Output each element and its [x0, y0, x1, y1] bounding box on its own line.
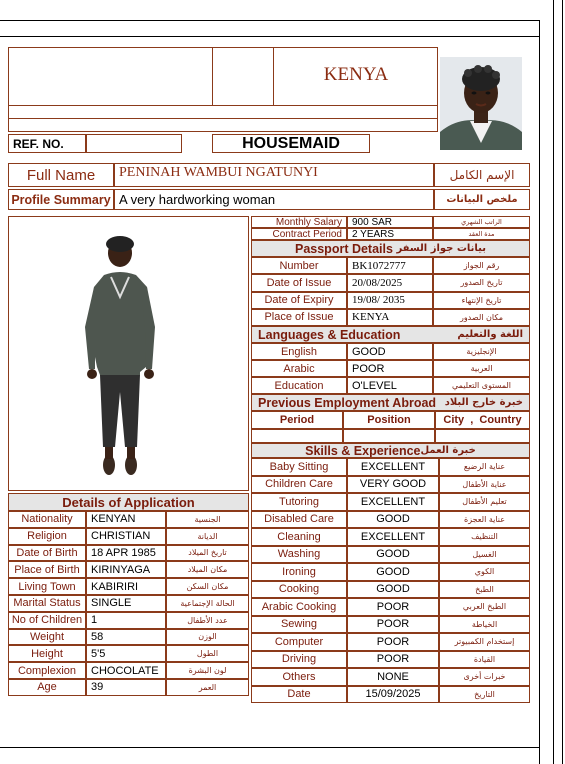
- skill-label: Baby Sitting: [251, 458, 347, 476]
- application-label: Date of Birth: [8, 545, 86, 562]
- skill-label: Cooking: [251, 581, 347, 599]
- application-label: Age: [8, 679, 86, 696]
- skill-value: VERY GOOD: [347, 476, 439, 494]
- application-label: Height: [8, 645, 86, 662]
- contract-value: 900 SAR: [347, 216, 433, 228]
- application-ar: الحالة الإجتماعية: [166, 595, 249, 612]
- skill-label: Arabic Cooking: [251, 598, 347, 616]
- skill-ar: خبرات أخرى: [439, 668, 530, 686]
- passport-value: 19/08/ 2035: [347, 292, 433, 309]
- skill-value: NONE: [347, 668, 439, 686]
- employment-empty-row: [435, 429, 530, 443]
- full-name-ar: الإسم الكامل: [434, 163, 530, 187]
- language-value: GOOD: [347, 343, 433, 360]
- application-value: 1: [86, 612, 166, 629]
- application-value: CHOCOLATE: [86, 662, 166, 679]
- language-ar: الإنجليزية: [433, 343, 530, 360]
- skill-ar: إستخدام الكمبيوتر: [439, 633, 530, 651]
- full-name-value: PENINAH WAMBUI NGATUNYI: [114, 163, 434, 187]
- language-value: POOR: [347, 360, 433, 377]
- country-title: KENYA: [323, 64, 389, 85]
- skill-label: Date: [251, 686, 347, 704]
- skill-ar: القيادة: [439, 651, 530, 669]
- skill-ar: التنظيف: [439, 528, 530, 546]
- employment-col-location: City , Country: [435, 411, 530, 429]
- language-label: English: [251, 343, 347, 360]
- passport-value: 20/08/2025: [347, 274, 433, 291]
- skill-value: GOOD: [347, 546, 439, 564]
- employment-empty-row: [343, 429, 435, 443]
- skill-ar: الغسيل: [439, 546, 530, 564]
- skill-value: POOR: [347, 651, 439, 669]
- skill-ar: الكوي: [439, 563, 530, 581]
- application-label: Religion: [8, 528, 86, 545]
- skill-label: Cleaning: [251, 528, 347, 546]
- employment-col-position: Position: [343, 411, 435, 429]
- application-label: No of Children: [8, 612, 86, 629]
- skill-value: POOR: [347, 616, 439, 634]
- skill-label: Sewing: [251, 616, 347, 634]
- contract-label: Contract Period: [251, 228, 347, 240]
- application-ar: لون البشرة: [166, 662, 249, 679]
- skill-value: GOOD: [347, 563, 439, 581]
- application-value: KABIRIRI: [86, 578, 166, 595]
- full-name-label: Full Name: [8, 163, 114, 187]
- skill-ar: عناية العجزة: [439, 511, 530, 529]
- application-ar: الوزن: [166, 629, 249, 646]
- skill-value: EXCELLENT: [347, 493, 439, 511]
- passport-value: KENYA: [347, 309, 433, 326]
- employment-empty-row: [251, 429, 343, 443]
- application-value: KIRINYAGA: [86, 561, 166, 578]
- skill-label: Others: [251, 668, 347, 686]
- skill-ar: التاريخ: [439, 686, 530, 704]
- application-label: Weight: [8, 629, 86, 646]
- skill-value: EXCELLENT: [347, 458, 439, 476]
- skill-label: Disabled Care: [251, 511, 347, 529]
- skill-label: Tutoring: [251, 493, 347, 511]
- profile-summary-label: Profile Summary: [8, 189, 114, 210]
- skills-section-header: Skills & Experience خبرة العمل: [251, 443, 530, 458]
- languages-section-header: Languages & Education اللغة والتعليم: [251, 326, 530, 343]
- employment-section-header: Previous Employment Abroad خبرة خارج البلاد: [251, 394, 530, 411]
- application-ar: الجنسية: [166, 511, 249, 528]
- application-label: Place of Birth: [8, 561, 86, 578]
- contract-ar: مدة العقد: [433, 228, 530, 240]
- header-box: [8, 47, 438, 132]
- language-ar: العربية: [433, 360, 530, 377]
- skill-label: Ironing: [251, 563, 347, 581]
- application-value: 18 APR 1985: [86, 545, 166, 562]
- passport-label: Date of Expiry: [251, 292, 347, 309]
- contract-label: Monthly Salary: [251, 216, 347, 228]
- skill-value: 15/09/2025: [347, 686, 439, 704]
- application-ar: مكان الميلاد: [166, 561, 249, 578]
- skill-value: EXCELLENT: [347, 528, 439, 546]
- language-ar: المستوى التعليمي: [433, 377, 530, 394]
- skill-value: POOR: [347, 598, 439, 616]
- header-divider: [212, 47, 213, 105]
- passport-label: Number: [251, 257, 347, 274]
- application-value: CHRISTIAN: [86, 528, 166, 545]
- language-label: Education: [251, 377, 347, 394]
- employment-col-period: Period: [251, 411, 343, 429]
- application-value: 5'5: [86, 645, 166, 662]
- skill-label: Washing: [251, 546, 347, 564]
- application-ar: تاريخ الميلاد: [166, 545, 249, 562]
- skill-value: GOOD: [347, 581, 439, 599]
- application-ar: عدد الأطفال: [166, 612, 249, 629]
- ref-label: REF. NO.: [8, 134, 86, 153]
- passport-label: Date of Issue: [251, 274, 347, 291]
- header-divider: [8, 105, 438, 106]
- ref-value: [86, 134, 182, 153]
- application-label: Nationality: [8, 511, 86, 528]
- contract-value: 2 YEARS: [347, 228, 433, 240]
- skill-value: GOOD: [347, 511, 439, 529]
- application-value: KENYAN: [86, 511, 166, 528]
- passport-value: BK1072777: [347, 257, 433, 274]
- application-ar: الطول: [166, 645, 249, 662]
- profile-summary-ar: ملخص البيانات: [434, 189, 530, 210]
- header-divider: [8, 118, 438, 119]
- passport-label: Place of Issue: [251, 309, 347, 326]
- job-title: HOUSEMAID: [212, 134, 370, 153]
- skill-ar: الخياطة: [439, 616, 530, 634]
- skill-ar: عناية الأطفال: [439, 476, 530, 494]
- application-label: Living Town: [8, 578, 86, 595]
- application-value: 58: [86, 629, 166, 646]
- application-label: Complexion: [8, 662, 86, 679]
- contract-ar: الراتب الشهري: [433, 216, 530, 228]
- passport-ar: مكان الصدور: [433, 309, 530, 326]
- application-ar: العمر: [166, 679, 249, 696]
- language-label: Arabic: [251, 360, 347, 377]
- skill-ar: عناية الرضيع: [439, 458, 530, 476]
- skill-ar: تعليم الأطفال: [439, 493, 530, 511]
- application-ar: مكان السكن: [166, 578, 249, 595]
- application-value: 39: [86, 679, 166, 696]
- application-label: Marital Status: [8, 595, 86, 612]
- application-value: SINGLE: [86, 595, 166, 612]
- passport-ar: تاريخ الإنتهاء: [433, 292, 530, 309]
- language-value: O'LEVEL: [347, 377, 433, 394]
- passport-ar: رقم الجواز: [433, 257, 530, 274]
- profile-photo: [440, 57, 522, 150]
- full-body-photo: [8, 216, 249, 491]
- skill-ar: الطبخ: [439, 581, 530, 599]
- application-section-header: Details of Application: [8, 493, 249, 511]
- application-ar: الديانة: [166, 528, 249, 545]
- passport-ar: تاريخ الصدور: [433, 274, 530, 291]
- profile-summary-value: A very hardworking woman: [114, 189, 434, 210]
- skill-value: POOR: [347, 633, 439, 651]
- skill-ar: الطبخ العربي: [439, 598, 530, 616]
- skill-label: Driving: [251, 651, 347, 669]
- skill-label: Children Care: [251, 476, 347, 494]
- skill-label: Computer: [251, 633, 347, 651]
- passport-section-header: Passport Details بيانات جواز السفر: [251, 240, 530, 257]
